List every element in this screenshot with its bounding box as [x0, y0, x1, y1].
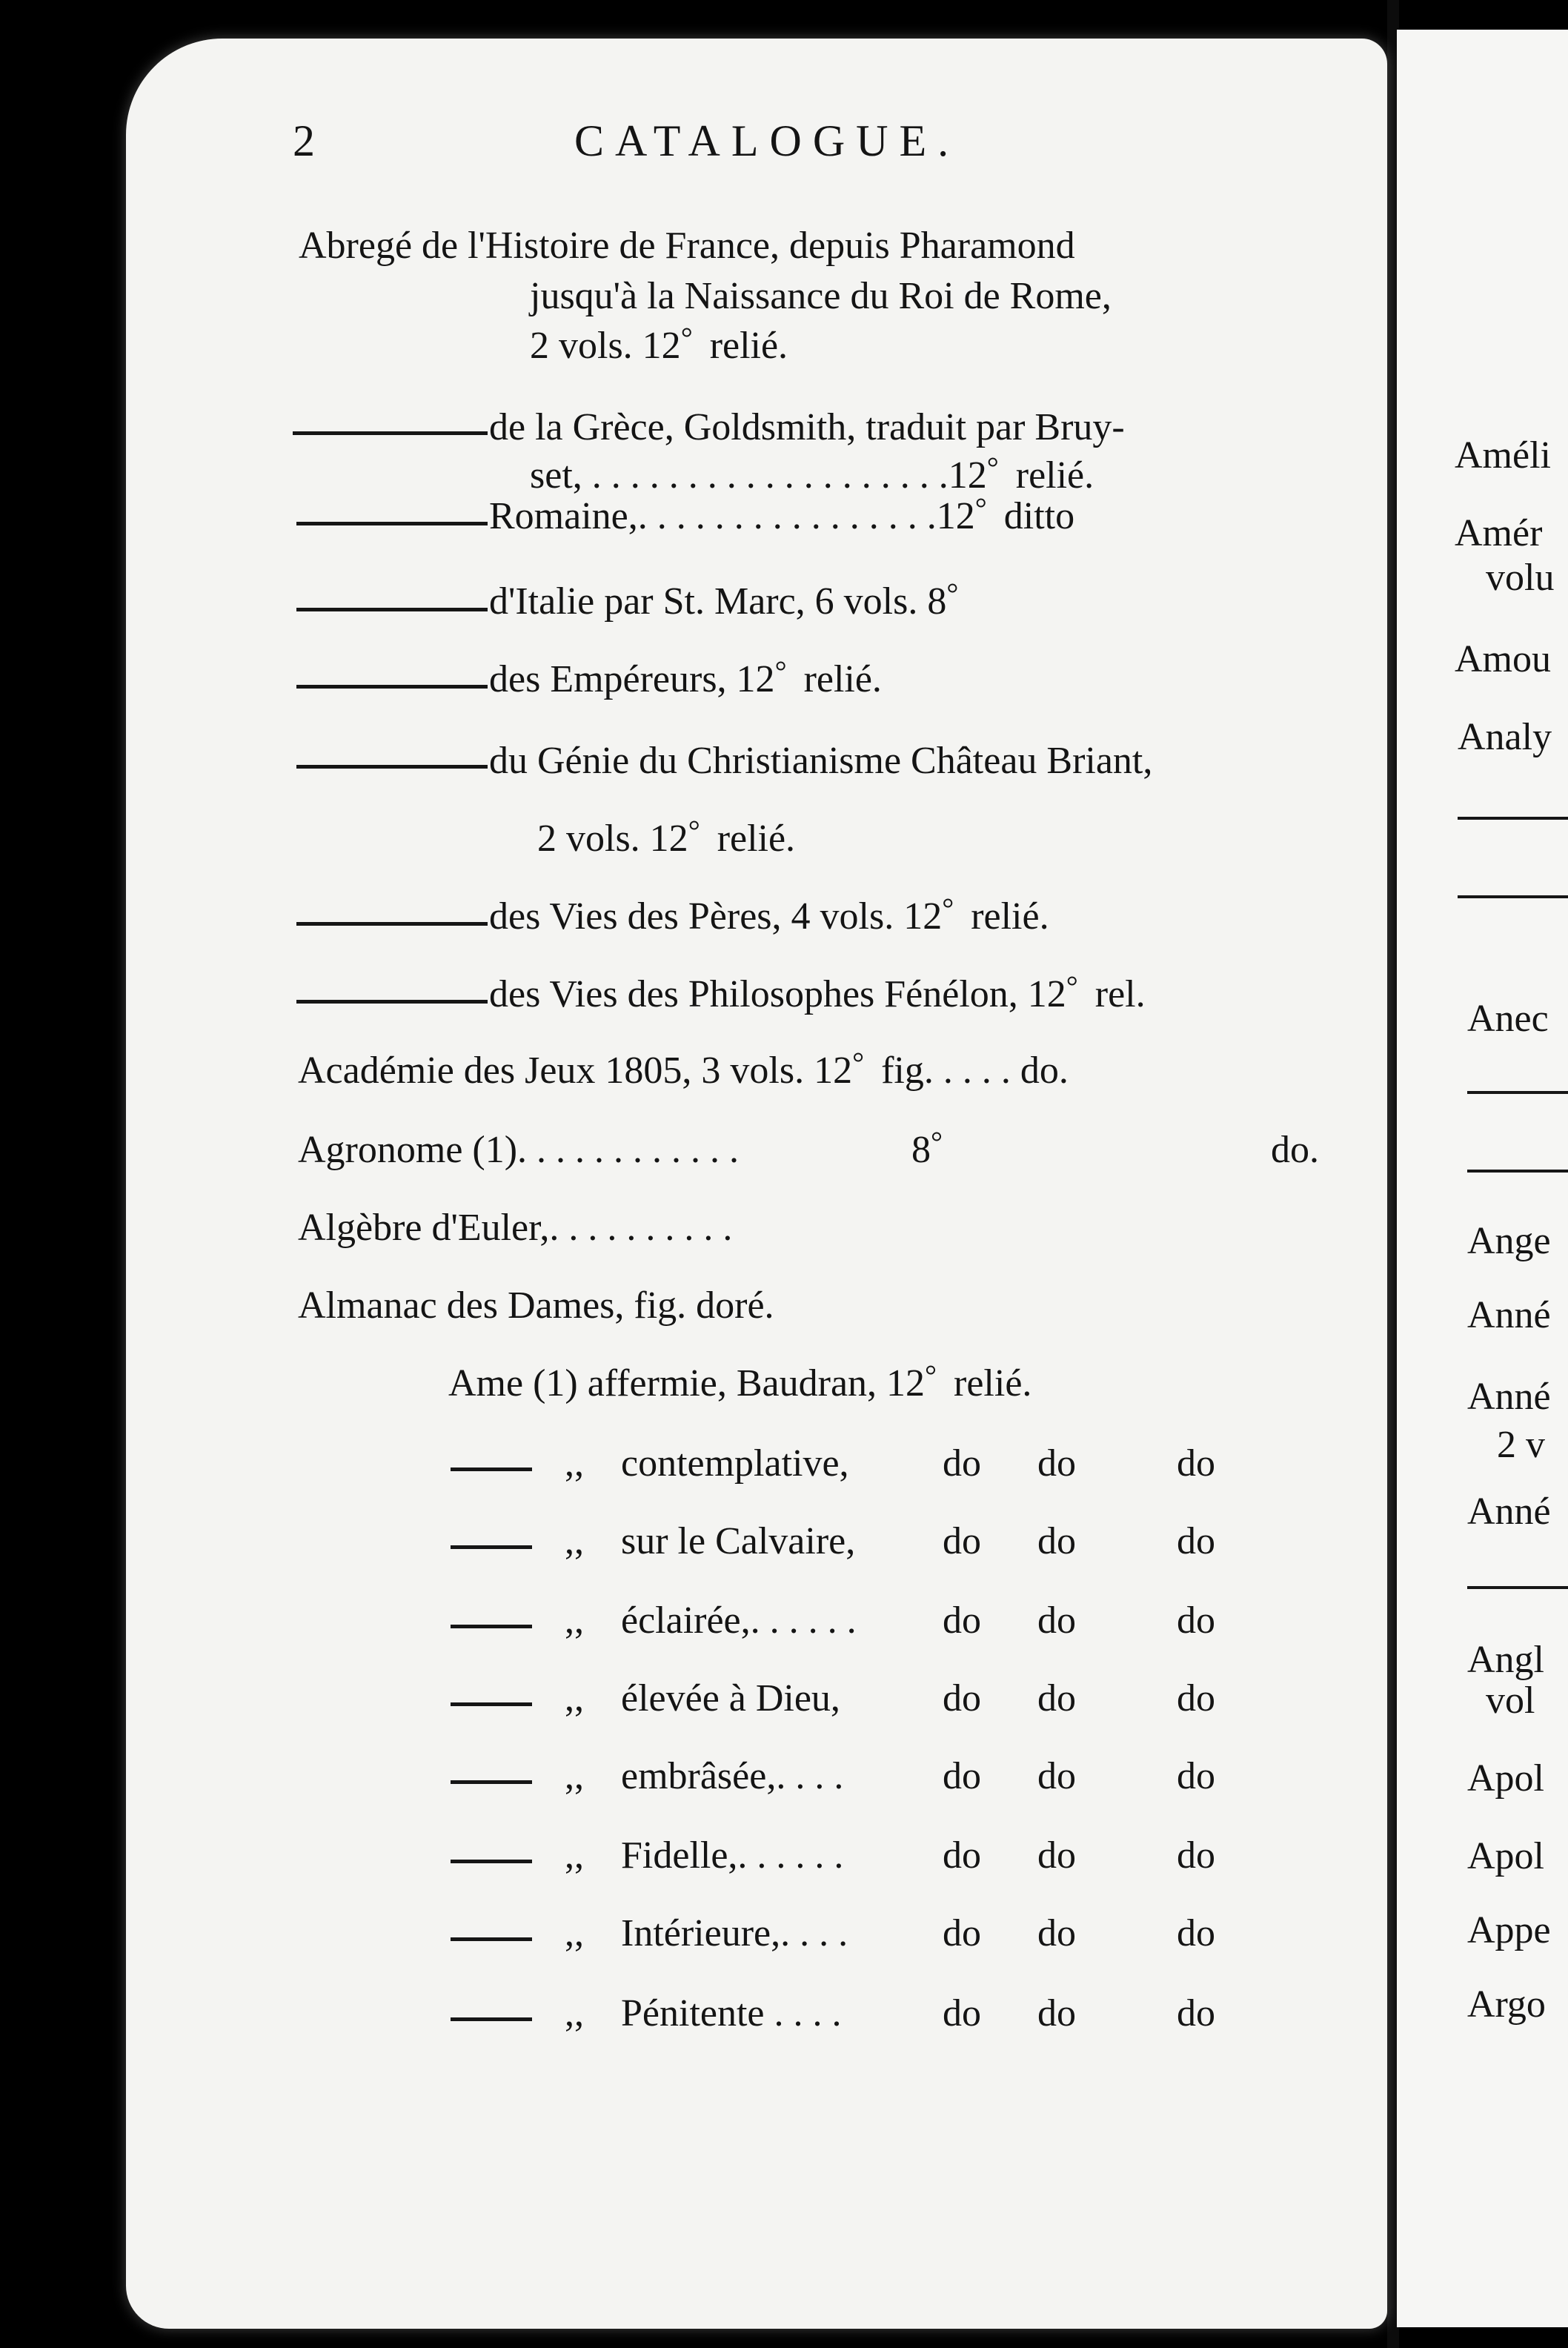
ditto-dash	[451, 1468, 532, 1471]
subentry-col: do	[1037, 1442, 1076, 1485]
subentry-col: do	[943, 1599, 981, 1642]
dash-rule	[1458, 895, 1568, 898]
subentry-name: sur le Calvaire,	[621, 1520, 856, 1562]
facing-page	[1397, 30, 1568, 2327]
ditto-dash	[296, 608, 488, 611]
fragment: Ange	[1467, 1220, 1551, 1262]
fragment: Apol	[1467, 1757, 1544, 1800]
subentry-col: do	[1177, 1442, 1215, 1485]
entry-line: Abregé de l'Histoire de France, depuis Pharamond	[299, 225, 1075, 267]
ditto-mark: ,,	[565, 1755, 584, 1797]
subentry-col: do	[1177, 1992, 1215, 2034]
subentry-col: do	[1177, 1520, 1215, 1562]
ditto-dash	[451, 1625, 532, 1628]
ditto-dash	[451, 1545, 532, 1549]
fragment: Apol	[1467, 1835, 1544, 1877]
page-number: 2	[293, 116, 315, 165]
degree-mark: °	[986, 451, 999, 484]
degree-mark: °	[774, 654, 787, 688]
entry-line: jusqu'à la Naissance du Roi de Rome,	[530, 275, 1112, 317]
entry-line: Almanac des Dames, fig. doré.	[298, 1284, 774, 1327]
entry-line: Académie des Jeux 1805, 3 vols. 12 ° fig. . . . . do.	[298, 1046, 1069, 1092]
ditto-dash	[296, 685, 488, 689]
entry-line: 2 vols. 12 ° relié.	[530, 321, 788, 367]
ditto-dash	[451, 1702, 532, 1706]
fragment: Anec	[1467, 998, 1549, 1040]
entry-line: des Vies des Philosophes Fénélon, 12 ° rel.	[489, 969, 1146, 1015]
ditto-dash	[451, 1860, 532, 1863]
subentry-col: do	[943, 1677, 981, 1719]
ditto-mark: ,,	[565, 1520, 584, 1562]
entry-line: d'Italie par St. Marc, 6 vols. 8 °	[489, 577, 959, 623]
ditto-dash	[451, 2017, 532, 2021]
subentry-col: do	[1177, 1834, 1215, 1877]
ditto-mark: ,,	[565, 1442, 584, 1485]
dash-rule	[1458, 817, 1568, 820]
ditto-mark: ,,	[565, 1834, 584, 1877]
entry-format: 8 °	[911, 1125, 943, 1171]
subentry-col: do	[1037, 1912, 1076, 1954]
entry-line: set, . . . . . . . . . . . . . . . . . . .12 ° relié.	[530, 451, 1094, 497]
subentry-col: do	[943, 1442, 981, 1485]
ditto-dash	[451, 1937, 532, 1941]
ditto-mark: ,,	[565, 1992, 584, 2034]
degree-mark: °	[946, 577, 959, 610]
entry-line: Agronome (1). . . . . . . . . . . .	[298, 1129, 740, 1171]
degree-mark: °	[942, 892, 954, 925]
subentry-name: contemplative,	[621, 1442, 849, 1485]
subentry-col: do	[1037, 1992, 1076, 2034]
dash-rule	[1467, 1091, 1568, 1094]
degree-mark: °	[688, 814, 700, 847]
fragment: Appe	[1467, 1909, 1551, 1951]
entry-line: des Vies des Pères, 4 vols. 12 ° relié.	[489, 892, 1049, 938]
subentry-col: do	[1037, 1599, 1076, 1642]
fragment: 2 v	[1497, 1424, 1545, 1466]
ditto-dash	[296, 922, 488, 926]
degree-mark: °	[974, 491, 987, 525]
ditto-dash	[296, 522, 488, 525]
fragment: Amou	[1455, 638, 1551, 680]
entry-line: Romaine,. . . . . . . . . . . . . . . .12 ° ditto	[489, 491, 1075, 537]
ditto-dash	[293, 431, 488, 435]
entry-line: Algèbre d'Euler,. . . . . . . . . .	[298, 1207, 733, 1249]
subentry-name: Pénitente . . . .	[621, 1992, 842, 2034]
fragment: Amér	[1455, 512, 1543, 554]
entry-line: de la Grèce, Goldsmith, traduit par Bruy-	[489, 406, 1125, 448]
fragment: volu	[1486, 557, 1555, 599]
entry-line: 2 vols. 12 ° relié.	[537, 814, 796, 860]
subentry-col: do	[943, 1520, 981, 1562]
subentry-col: do	[1037, 1755, 1076, 1797]
fragment: Anné	[1467, 1294, 1551, 1336]
ditto-dash	[296, 765, 488, 769]
entry-ditto: do.	[1271, 1129, 1319, 1171]
fragment: Anné	[1467, 1490, 1551, 1533]
degree-mark: °	[925, 1359, 937, 1392]
ditto-mark: ,,	[565, 1912, 584, 1954]
fragment: Améli	[1455, 434, 1551, 477]
degree-mark: °	[931, 1125, 943, 1158]
subentry-col: do	[1177, 1677, 1215, 1719]
subentry-name: Fidelle,. . . . . .	[621, 1834, 844, 1877]
ditto-mark: ,,	[565, 1677, 584, 1719]
dash-rule	[1467, 1170, 1568, 1173]
fragment: Anné	[1467, 1376, 1551, 1418]
subentry-col: do	[943, 1912, 981, 1954]
subentry-col: do	[943, 1755, 981, 1797]
subentry-name: élevée à Dieu,	[621, 1677, 840, 1719]
page-title: CATALOGUE.	[574, 116, 960, 165]
subentry-col: do	[1177, 1912, 1215, 1954]
subentry-col: do	[943, 1992, 981, 2034]
fragment: Argo	[1467, 1983, 1546, 2026]
subentry-name: éclairée,. . . . . .	[621, 1599, 857, 1642]
entry-line: du Génie du Christianisme Château Briant,	[489, 740, 1153, 782]
ditto-dash	[451, 1780, 532, 1784]
subentry-col: do	[1037, 1677, 1076, 1719]
subentry-col: do	[943, 1834, 981, 1877]
fragment: vol	[1486, 1679, 1535, 1722]
ditto-dash	[296, 1000, 488, 1004]
subentry-col: do	[1037, 1520, 1076, 1562]
entry-line: Ame (1) affermie, Baudran, 12 ° relié.	[448, 1359, 1032, 1405]
subentry-col: do	[1177, 1599, 1215, 1642]
degree-mark: °	[680, 321, 693, 354]
fragment: Analy	[1458, 716, 1552, 758]
subentry-name: embrâsée,. . . .	[621, 1755, 844, 1797]
dash-rule	[1467, 1586, 1568, 1589]
subentry-col: do	[1177, 1755, 1215, 1797]
fragment: Angl	[1467, 1639, 1544, 1681]
catalogue-page	[126, 39, 1387, 2329]
ditto-mark: ,,	[565, 1599, 584, 1642]
degree-mark: °	[1066, 969, 1078, 1003]
degree-mark: °	[852, 1046, 865, 1079]
subentry-col: do	[1037, 1834, 1076, 1877]
subentry-name: Intérieure,. . . .	[621, 1912, 848, 1954]
entry-line: des Empéreurs, 12 ° relié.	[489, 654, 882, 700]
